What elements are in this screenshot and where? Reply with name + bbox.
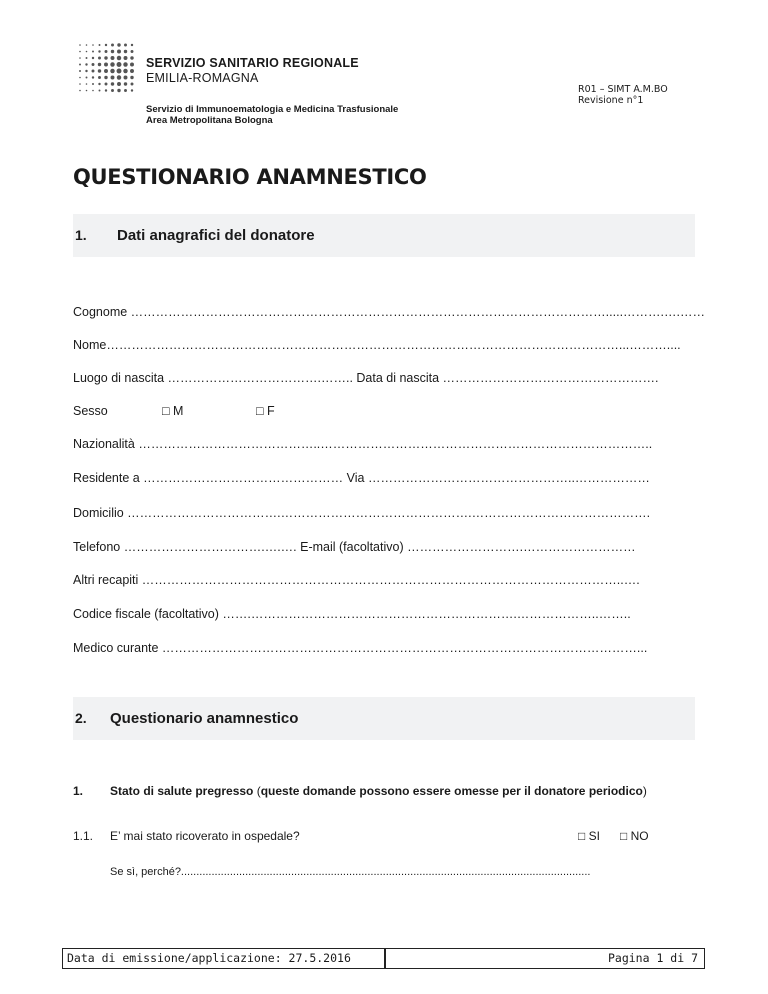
nome-field[interactable]: Nome……………………………………………………………………………………………………………...……….... — [73, 338, 681, 352]
cognome-field[interactable]: Cognome …………………………………………………………………………………………………….....……….….…… — [73, 305, 705, 319]
regional-logo-icon — [77, 42, 137, 94]
org-name-line2: EMILIA-ROMAGNA — [146, 71, 259, 85]
question-1-1-text: E’ mai stato ricoverato in ospedale? — [110, 829, 300, 843]
sesso-f-checkbox[interactable]: □ F — [256, 404, 275, 418]
altri-recapiti-field[interactable]: Altri recapiti ……………………………………………………………………………………………………..…. — [73, 573, 640, 587]
residente-via-field[interactable]: Residente a ………………………………………… Via …………………………………………..……………… — [73, 471, 650, 485]
no-checkbox[interactable]: □ NO — [620, 829, 649, 843]
domicilio-field[interactable]: Domicilio ……………………………….……………………………………….……………………………………. — [73, 506, 651, 520]
question-1-title: Stato di salute pregresso (queste domande possono essere omesse per il donatore periodico) — [110, 784, 647, 798]
luogo-data-nascita-field[interactable]: Luogo di nascita ……………………………….…….. Data di nascita ……………………………………………. — [73, 371, 659, 385]
section-1-title: Dati anagrafici del donatore — [117, 227, 315, 244]
section-2-title: Questionario anamnestico — [110, 710, 299, 727]
document-title: QUESTIONARIO ANAMNESTICO — [73, 165, 427, 189]
codice-fiscale-field[interactable]: Codice fiscale (facoltativo) …….……………………………………………………….………………..…….. — [73, 607, 631, 621]
sesso-label: Sesso — [73, 404, 108, 418]
nazionalita-field[interactable]: Nazionalità ……………………………………..…………………………………………………………………….. — [73, 437, 653, 451]
service-name: Servizio di Immunoematologia e Medicina Trasfusionale Area Metropolitana Bologna — [146, 104, 399, 126]
doc-code: R01 – SIMT A.M.BO Revisione n°1 — [578, 84, 668, 106]
si-checkbox[interactable]: □ SI — [578, 829, 600, 843]
org-name-line1: SERVIZIO SANITARIO REGIONALE — [146, 56, 359, 70]
footer-page-number: Pagina 1 di 7 — [385, 948, 705, 969]
medico-curante-field[interactable]: Medico curante ……………………………………………………………………………………………………... — [73, 641, 648, 655]
followup-field[interactable]: Se sì, perché?...................................................................................................................................... — [110, 866, 591, 878]
footer-date: Data di emissione/applicazione: 27.5.2016 — [62, 948, 385, 969]
question-1-1-number: 1.1. — [73, 829, 94, 843]
section-2-header: 2. Questionario anamnestico — [73, 697, 695, 740]
question-1-number: 1. — [73, 784, 84, 798]
section-1-header: 1. Dati anagrafici del donatore — [73, 214, 695, 257]
sesso-m-checkbox[interactable]: □ M — [162, 404, 184, 418]
telefono-email-field[interactable]: Telefono …………………………….….…. E-mail (facoltativo) ……………………….……………………… — [73, 540, 636, 554]
